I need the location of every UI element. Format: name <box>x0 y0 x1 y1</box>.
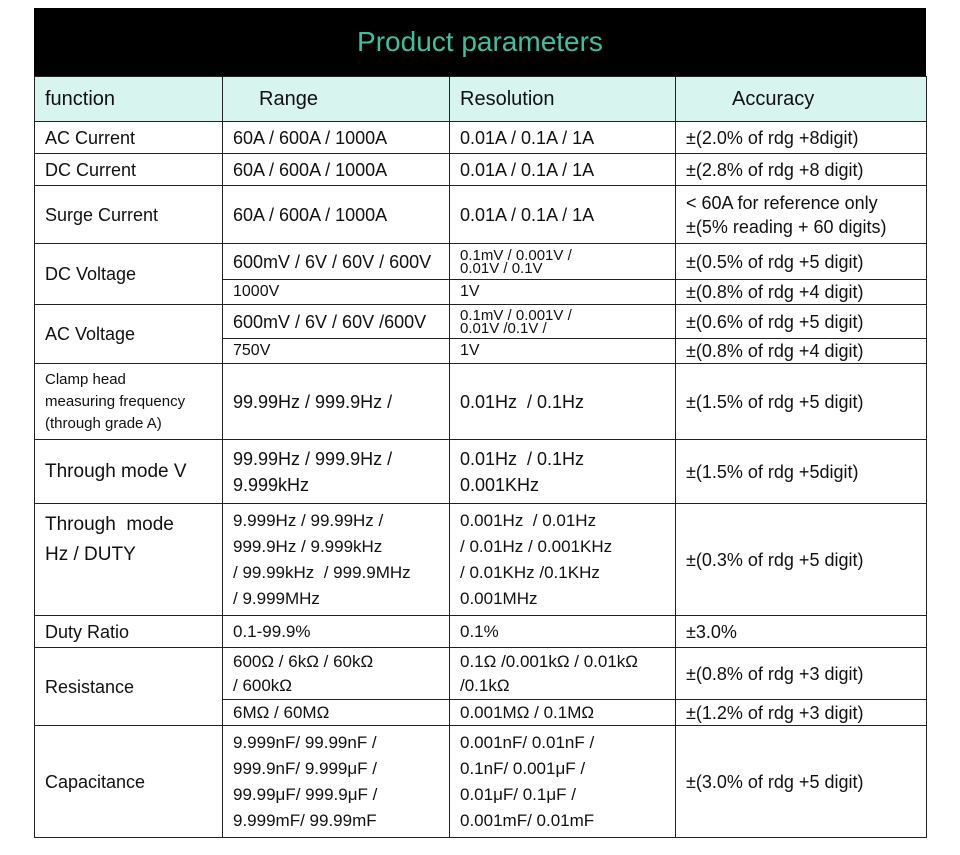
row-range <box>223 648 450 700</box>
row-accuracy: ±(0.8% of rdg +4 digit) <box>676 280 927 305</box>
accuracy-line: ±(5% reading + 60 digits) <box>686 216 887 237</box>
row-range: 0.1-99.9% <box>223 616 450 648</box>
table-row <box>35 154 927 186</box>
row-range: 99.99Hz / 999.9Hz / <box>223 364 450 440</box>
resolution-line: 0.1nF/ 0.001μF / <box>460 758 586 778</box>
function-line: Hz / DUTY <box>45 544 136 565</box>
row-accuracy: ±(1.5% of rdg +5 digit) <box>676 364 927 440</box>
row-accuracy: ±(0.6% of rdg +5 digit) <box>676 305 927 339</box>
resolution-line: 0.001Hz / 0.01Hz <box>460 510 597 530</box>
row-function <box>35 504 223 616</box>
row-function: Duty Ratio <box>35 616 223 648</box>
row-range: 600mV / 6V / 60V / 600V <box>223 244 450 280</box>
row-resolution: 1V <box>450 280 676 305</box>
row-accuracy: ±(1.5% of rdg +5digit) <box>676 440 927 504</box>
table-row <box>35 726 927 838</box>
row-function: Resistance <box>35 648 223 726</box>
resolution-line: 0.01Hz / 0.1Hz <box>460 448 585 469</box>
row-resolution <box>450 305 676 339</box>
row-function: AC Current <box>35 122 223 154</box>
resolution-line: /0.1kΩ <box>460 675 510 695</box>
range-line: / 600kΩ <box>233 675 293 695</box>
row-range: 6MΩ / 60MΩ <box>223 700 450 726</box>
header-accuracy: Accuracy <box>676 77 927 122</box>
table-row <box>35 648 927 700</box>
row-range <box>223 504 450 616</box>
function-line: Through mode <box>45 514 174 535</box>
table-row <box>35 122 927 154</box>
resolution-line: 0.1Ω /0.001kΩ / 0.01kΩ <box>460 651 639 671</box>
range-line: / 9.999MHz <box>233 588 320 608</box>
row-resolution <box>450 648 676 700</box>
row-resolution <box>450 244 676 280</box>
range-line: 999.9nF/ 9.999μF / <box>233 758 377 778</box>
table-row <box>35 440 927 504</box>
accuracy-line: < 60A for reference only <box>686 192 878 213</box>
row-resolution <box>450 440 676 504</box>
row-accuracy: ±(1.2% of rdg +3 digit) <box>676 700 927 726</box>
banner-title: Product parameters <box>357 26 603 57</box>
resolution-line: 0.1mV / 0.001V / <box>460 246 572 264</box>
row-function: DC Voltage <box>35 244 223 305</box>
range-line: 99.99Hz / 999.9Hz / <box>233 448 393 469</box>
row-range <box>223 726 450 838</box>
row-resolution: 0.01A / 0.1A / 1A <box>450 186 676 244</box>
header-range: Range <box>223 77 450 122</box>
function-line: (through grade A) <box>45 414 162 432</box>
row-resolution: 0.01A / 0.1A / 1A <box>450 154 676 186</box>
resolution-line: 0.001mF/ 0.01mF <box>460 810 595 830</box>
row-function: Through mode V <box>35 440 223 504</box>
row-range: 750V <box>223 339 450 364</box>
resolution-line: 0.001MHz <box>460 588 538 608</box>
row-accuracy: ±(0.3% of rdg +5 digit) <box>676 504 927 616</box>
row-range: 60A / 600A / 1000A <box>223 122 450 154</box>
range-line: / 99.99kHz / 999.9MHz <box>233 562 411 582</box>
resolution-line: 0.1mV / 0.001V / <box>460 306 572 324</box>
table-row <box>35 364 927 440</box>
row-range <box>223 440 450 504</box>
row-function: AC Voltage <box>35 305 223 364</box>
row-range: 60A / 600A / 1000A <box>223 154 450 186</box>
row-function: Surge Current <box>35 186 223 244</box>
range-line: 600Ω / 6kΩ / 60kΩ <box>233 651 374 671</box>
row-resolution <box>450 726 676 838</box>
resolution-line: 0.01μF/ 0.1μF / <box>460 784 576 804</box>
range-line: 9.999Hz / 99.99Hz / <box>233 510 384 530</box>
resolution-line: 0.01V /0.1V / <box>460 319 547 337</box>
resolution-line: 0.001nF/ 0.01nF / <box>460 732 595 752</box>
row-function: DC Current <box>35 154 223 186</box>
header-resolution: Resolution <box>450 77 676 122</box>
resolution-line: 0.001KHz <box>460 474 540 495</box>
row-resolution: 0.01A / 0.1A / 1A <box>450 122 676 154</box>
table-row <box>35 305 927 339</box>
row-resolution: 1V <box>450 339 676 364</box>
row-range: 1000V <box>223 280 450 305</box>
function-line: measuring frequency <box>45 392 186 410</box>
table-row <box>35 244 927 280</box>
parameters-sheet <box>34 8 926 838</box>
banner <box>34 8 926 76</box>
row-accuracy: ±(2.8% of rdg +8 digit) <box>676 154 927 186</box>
table-row <box>35 616 927 648</box>
row-accuracy: ±(2.0% of rdg +8digit) <box>676 122 927 154</box>
row-accuracy: ±(0.8% of rdg +3 digit) <box>676 648 927 700</box>
row-resolution: 0.001MΩ / 0.1MΩ <box>450 700 676 726</box>
header-row <box>35 77 927 122</box>
range-line: 9.999kHz <box>233 474 310 495</box>
row-resolution <box>450 504 676 616</box>
table-row <box>35 186 927 244</box>
row-range: 60A / 600A / 1000A <box>223 186 450 244</box>
row-range: 600mV / 6V / 60V /600V <box>223 305 450 339</box>
row-accuracy <box>676 186 927 244</box>
row-accuracy: ±(0.8% of rdg +4 digit) <box>676 339 927 364</box>
row-function: Capacitance <box>35 726 223 838</box>
row-resolution: 0.01Hz / 0.1Hz <box>450 364 676 440</box>
row-accuracy: ±(0.5% of rdg +5 digit) <box>676 244 927 280</box>
resolution-line: / 0.01KHz /0.1KHz <box>460 562 600 582</box>
header-function: function <box>35 77 223 122</box>
range-line: 99.99μF/ 999.9μF / <box>233 784 378 804</box>
function-line: Clamp head <box>45 370 126 388</box>
resolution-line: / 0.01Hz / 0.001KHz <box>460 536 613 556</box>
parameters-table <box>34 76 927 838</box>
row-resolution: 0.1% <box>450 616 676 648</box>
row-function <box>35 364 223 440</box>
resolution-line: 0.01V / 0.1V <box>460 259 543 277</box>
range-line: 999.9Hz / 9.999kHz <box>233 536 383 556</box>
table-row <box>35 504 927 616</box>
range-line: 9.999mF/ 99.99mF <box>233 810 377 830</box>
row-accuracy: ±3.0% <box>676 616 927 648</box>
row-accuracy: ±(3.0% of rdg +5 digit) <box>676 726 927 838</box>
range-line: 9.999nF/ 99.99nF / <box>233 732 377 752</box>
